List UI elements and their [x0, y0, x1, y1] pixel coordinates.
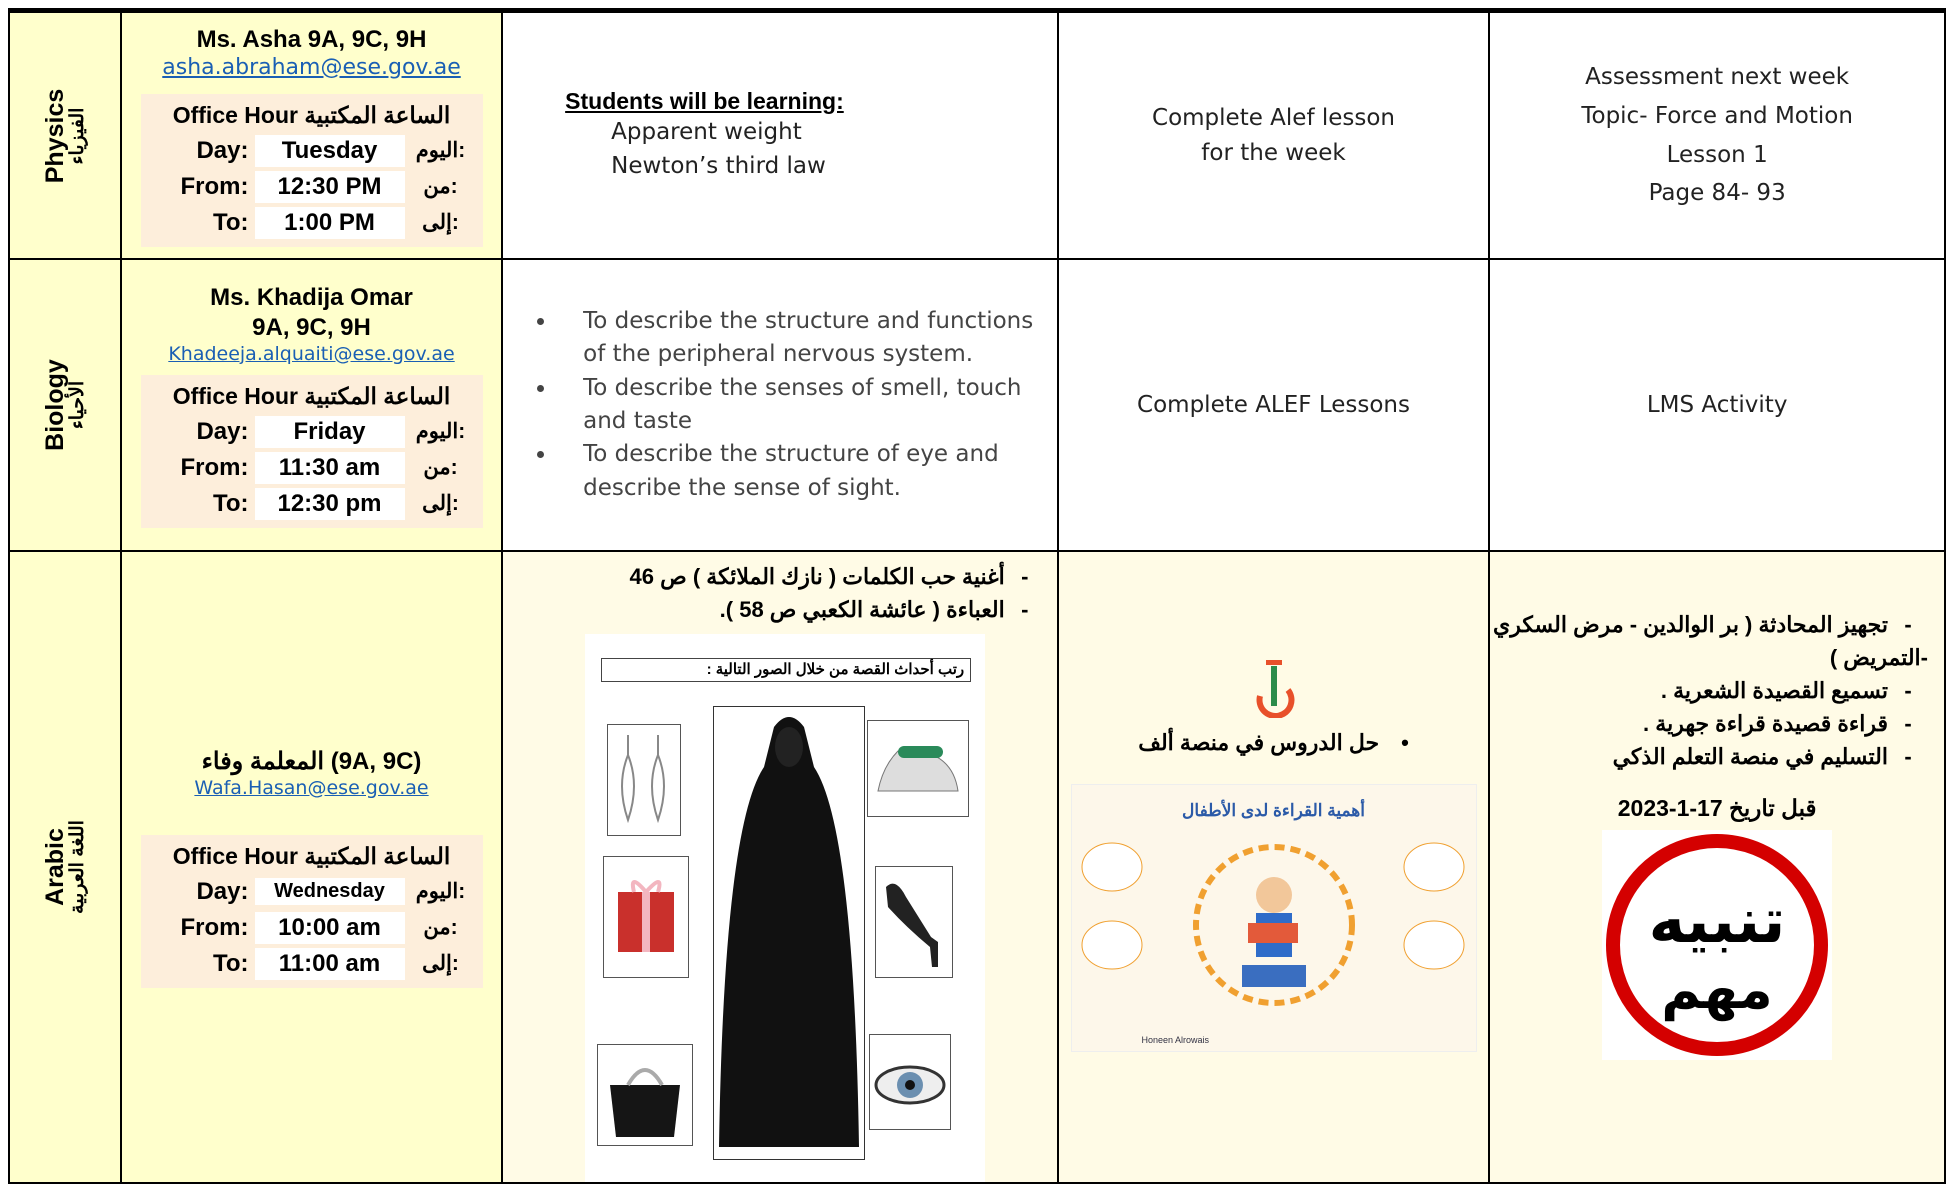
learning-heading: Students will be learning:: [565, 87, 844, 114]
office-hour-day-row: [141, 874, 483, 910]
homework-line: for the week: [1201, 139, 1346, 166]
story-order-worksheet-image: [585, 634, 985, 1182]
to-label-ar: إلى:: [422, 492, 459, 515]
from-label-ar: من:: [423, 916, 458, 939]
day-label: Day:: [196, 136, 249, 164]
to-label-ar: إلى:: [422, 211, 459, 234]
subject-name-ar: اللغة العربية: [67, 820, 89, 914]
assessment-list: [1490, 600, 1944, 773]
teacher-cell: [121, 11, 502, 260]
homework-text: Complete ALEF Lessons: [1137, 391, 1410, 418]
to-label-ar: إلى:: [422, 952, 459, 975]
subject-label: [42, 88, 88, 183]
teacher-cell: [121, 551, 502, 1183]
homework-line: Complete Alef lesson: [1152, 105, 1396, 131]
office-hour-box: [141, 835, 483, 988]
day-label-ar: اليوم:: [415, 139, 466, 162]
to-value: 12:30 pm: [255, 488, 405, 520]
weekly-plan-table: [8, 8, 1946, 1184]
arabic-row: [9, 551, 1945, 1183]
from-label-ar: من:: [423, 456, 458, 479]
from-label: From:: [180, 172, 249, 200]
day-label: Day:: [196, 877, 249, 905]
learning-cell: [502, 551, 1058, 1183]
to-label: To:: [212, 949, 249, 977]
teacher-name: Ms. Asha 9A, 9C, 9H: [196, 25, 427, 53]
abaya-picture: [713, 706, 865, 1160]
assessment-cell: [1489, 11, 1945, 260]
objectives-list: [503, 305, 1057, 505]
day-value: Wednesday: [255, 878, 405, 905]
from-value: 11:30 am: [255, 452, 405, 484]
day-label-ar: اليوم:: [415, 880, 466, 903]
office-hour-title: Office Hour الساعة المكتبية: [172, 101, 451, 128]
teacher-cell: [121, 259, 502, 551]
teacher-name: (9A, 9C) المعلمة وفاء: [201, 747, 422, 775]
objective-item: • To describe the senses of smell, touch and taste: [557, 372, 1057, 439]
subject-label: [42, 359, 88, 451]
warning-word-1: تنبيه: [1648, 884, 1786, 957]
objective-item: • To describe the structure of eye and describe the sense of sight.: [557, 438, 1057, 505]
teacher-email-link[interactable]: asha.abraham@ese.gov.ae: [162, 54, 461, 80]
homework-item: • حل الدروس في منصة ألف: [1059, 730, 1489, 756]
day-label-ar: اليوم:: [415, 420, 466, 443]
important-warning-sign: [1602, 830, 1832, 1060]
to-label: To:: [212, 489, 249, 517]
subject-cell: [9, 11, 121, 260]
assessment-item: - تجهيز المحادثة ( بر الوالدين - مرض السكري -التمريض ): [1490, 608, 1928, 674]
subject-name-en: Arabic: [40, 828, 69, 906]
to-value: 1:00 PM: [255, 207, 405, 239]
assessment-text: LMS Activity: [1646, 391, 1788, 418]
office-hour-from-row: [141, 450, 483, 486]
teacher-classes: 9A, 9C, 9H: [252, 313, 371, 341]
day-value: Friday: [255, 416, 405, 448]
poster-credit: Honeen Alrowais: [1141, 1035, 1210, 1045]
homework-cell: [1058, 259, 1490, 551]
subject-name-ar: الأحياء: [67, 380, 89, 430]
learning-list: [565, 115, 1057, 184]
assessment-line: Assessment next week: [1585, 64, 1850, 91]
learning-item: - أغنية حب الكلمات ( نازك الملائكة ) ص 46: [503, 560, 1045, 593]
handbag-picture: [597, 1044, 693, 1146]
iron-picture: [867, 720, 969, 817]
from-label-ar: من:: [423, 175, 458, 198]
day-label: Day:: [196, 417, 249, 445]
assessment-cell: [1489, 259, 1945, 551]
deadline-text: قبل تاريخ 17-1-2023: [1617, 795, 1817, 821]
objective-item: • To describe the structure and functions of the peripheral nervous system.: [557, 305, 1057, 372]
learning-item: Newton’s third law: [611, 153, 826, 179]
from-value: 10:00 am: [255, 912, 405, 944]
alef-logo-icon: [1244, 660, 1304, 718]
gift-picture: [603, 856, 689, 978]
homework-cell: [1058, 11, 1490, 260]
assessment-item: - التسليم في منصة التعلم الذكي: [1490, 740, 1928, 773]
office-hour-title: Office Hour الساعة المكتبية: [172, 382, 451, 409]
reading-importance-poster: [1071, 784, 1477, 1052]
poster-illustration: [1072, 825, 1476, 1025]
assessment-cell: [1489, 551, 1945, 1183]
physics-row: [9, 11, 1945, 260]
earrings-picture: [607, 724, 681, 836]
office-hour-box: [141, 94, 483, 247]
office-hour-to-row: [141, 205, 483, 241]
teacher-email-link[interactable]: Khadeeja.alquaiti@ese.gov.ae: [168, 342, 455, 365]
assessment-text: [1490, 58, 1944, 213]
learning-cell: [502, 259, 1058, 551]
learning-list: [503, 552, 1057, 626]
learning-cell: [502, 11, 1058, 260]
assessment-item: - قراءة قصيدة قراءة جهرية .: [1490, 707, 1928, 740]
office-hour-to-row: [141, 946, 483, 982]
to-value: 11:00 am: [255, 948, 405, 980]
eye-picture: [869, 1034, 951, 1130]
homework-text: [1059, 101, 1489, 170]
subject-name-en: Biology: [40, 359, 69, 451]
teacher-name: Ms. Khadija Omar: [210, 283, 413, 311]
warning-word-2: مهم: [1661, 958, 1773, 1021]
subject-name-en: Physics: [40, 88, 69, 183]
office-hour-day-row: [141, 414, 483, 450]
day-value: Tuesday: [255, 135, 405, 167]
high-heel-picture: [875, 866, 953, 978]
office-hour-day-row: [141, 133, 483, 169]
worksheet-title: رتب أحداث القصة من خلال الصور التالية :: [601, 658, 971, 682]
from-label: From:: [180, 913, 249, 941]
learning-item: - العباءة ( عائشة الكعبي ص 58 ).: [503, 593, 1045, 626]
learning-item: Apparent weight: [611, 118, 802, 145]
subject-cell: [9, 551, 121, 1183]
from-value: 12:30 PM: [255, 171, 405, 203]
biology-row: [9, 259, 1945, 551]
office-hour-title: Office Hour الساعة المكتبية: [172, 842, 451, 869]
assessment-line: Lesson 1: [1666, 141, 1768, 168]
office-hour-from-row: [141, 910, 483, 946]
teacher-email-link[interactable]: Wafa.Hasan@ese.gov.ae: [194, 776, 429, 799]
poster-title: أهمية القراءة لدى الأطفال: [1182, 801, 1365, 820]
office-hour-from-row: [141, 169, 483, 205]
subject-name-ar: الفيزياء: [67, 107, 89, 164]
office-hour-box: [141, 375, 483, 528]
from-label: From:: [180, 453, 249, 481]
subject-cell: [9, 259, 121, 551]
assessment-item: - تسميع القصيدة الشعرية .: [1490, 674, 1928, 707]
assessment-line: Topic- Force and Motion: [1581, 102, 1853, 129]
homework-cell: [1058, 551, 1490, 1183]
assessment-line: Page 84- 93: [1648, 180, 1786, 207]
office-hour-to-row: [141, 486, 483, 522]
to-label: To:: [212, 208, 249, 236]
subject-label: [42, 820, 88, 914]
